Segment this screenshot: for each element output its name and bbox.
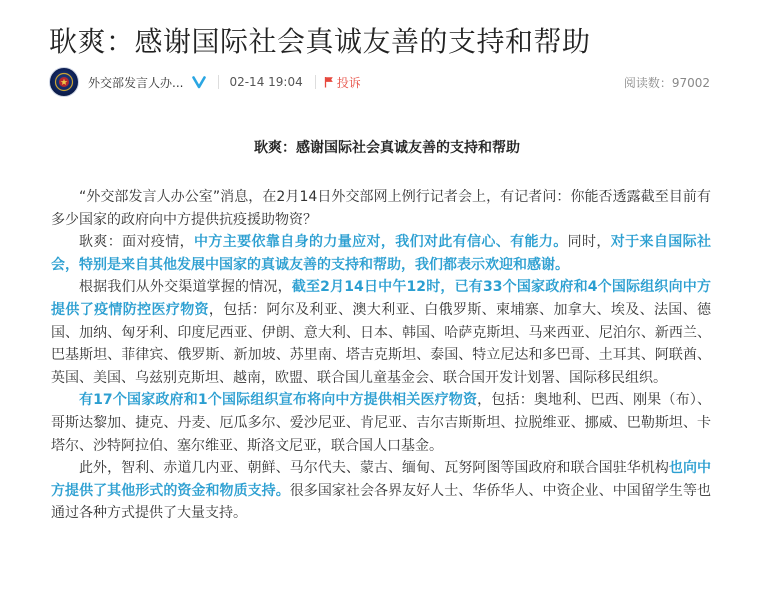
foreign-ministry-emblem-icon — [53, 71, 75, 93]
verified-v-icon — [192, 75, 206, 89]
paragraph-text: 此外，智利、赤道几内亚、朝鲜、马尔代夫、蒙古、缅甸、瓦努阿图等国政府和联合国驻华机构 — [79, 460, 669, 477]
article-paragraph — [51, 276, 711, 389]
article-meta-bar — [49, 67, 710, 97]
report-flag-icon[interactable] — [324, 76, 334, 88]
content-heading: 耿爽：感谢国际社会真诚友善的支持和帮助 — [254, 140, 520, 156]
article-paragraph — [51, 186, 711, 231]
paragraph-text: 耿爽：面对疫情， — [79, 234, 194, 251]
author-avatar[interactable] — [49, 67, 79, 97]
highlighted-text: 对于来自国际社会，特别是来自其他发展中国家的真诚友善的支持和帮助，我们都表示欢迎和感谢。 — [51, 234, 712, 273]
highlighted-text: 中方主要依靠自身的力量应对，我们对此有信心、有能力。 — [193, 234, 568, 251]
publish-date: 02-14 19:04 — [229, 75, 303, 89]
paragraph-text: ，包括：奥地利、巴西、刚果（布）、哥斯达黎加、捷克、丹麦、厄瓜多尔、爱沙尼亚、肯尼亚、吉尔吉斯斯坦、拉脱维亚、挪威、巴勒斯坦、卡塔尔、沙特阿拉伯、塞尔维亚、斯洛文尼亚，联合国人口基金。 — [51, 392, 711, 454]
article-paragraph — [51, 231, 711, 276]
highlighted-text: 截至2月14日中午12时，已有33个国家政府和4个国际组织向中方提供了疫情防控医疗物资 — [51, 279, 711, 318]
author-name[interactable]: 外交部发言人办... — [88, 75, 184, 90]
article-paragraph — [51, 389, 711, 457]
paragraph-text: ，包括：阿尔及利亚、澳大利亚、白俄罗斯、柬埔寨、加拿大、埃及、法国、德国、加纳、匈牙利、印度尼西亚、伊朗、意大利、日本、韩国、哈萨克斯坦、马来西亚、尼泊尔、新西兰、巴基斯坦、菲律宾、俄罗斯、新加坡、苏里南、塔吉克斯坦、泰国、特立尼达和多巴哥、土耳其、阿联酋、英国、美国、乌兹别克斯坦、越南，欧盟、联合国儿童基金会、联合国开发计划署、国际移民组织。 — [51, 301, 712, 386]
highlighted-text: 有17个国家政府和1个国际组织宣布将向中方提供相关医疗物资 — [79, 392, 478, 409]
meta-divider — [218, 75, 219, 89]
meta-divider — [315, 75, 316, 89]
article-paragraph — [51, 457, 711, 525]
paragraph-text: 根据我们从外交渠道掌握的情况， — [79, 279, 292, 296]
paragraph-text: 同时， — [567, 234, 611, 251]
paragraph-text: 很多国家社会各界友好人士、华侨华人、中资企业、中国留学生等也通过各种方式提供了大量支持。 — [51, 482, 712, 522]
highlighted-text: 也向中方提供了其他形式的资金和物质支持。 — [51, 460, 711, 499]
article-title: 耿爽：感谢国际社会真诚友善的支持和帮助 — [49, 25, 591, 58]
article-body — [51, 186, 711, 525]
report-link[interactable]: 投诉 — [336, 75, 361, 90]
paragraph-text: “外交部发言人办公室”消息，在2月14日外交部网上例行记者会上，有记者问：你能否透露截至目前有多少国家的政府向中方提供抗疫援助物资？ — [51, 189, 711, 228]
read-count: 阅读数：97002 — [623, 75, 710, 90]
